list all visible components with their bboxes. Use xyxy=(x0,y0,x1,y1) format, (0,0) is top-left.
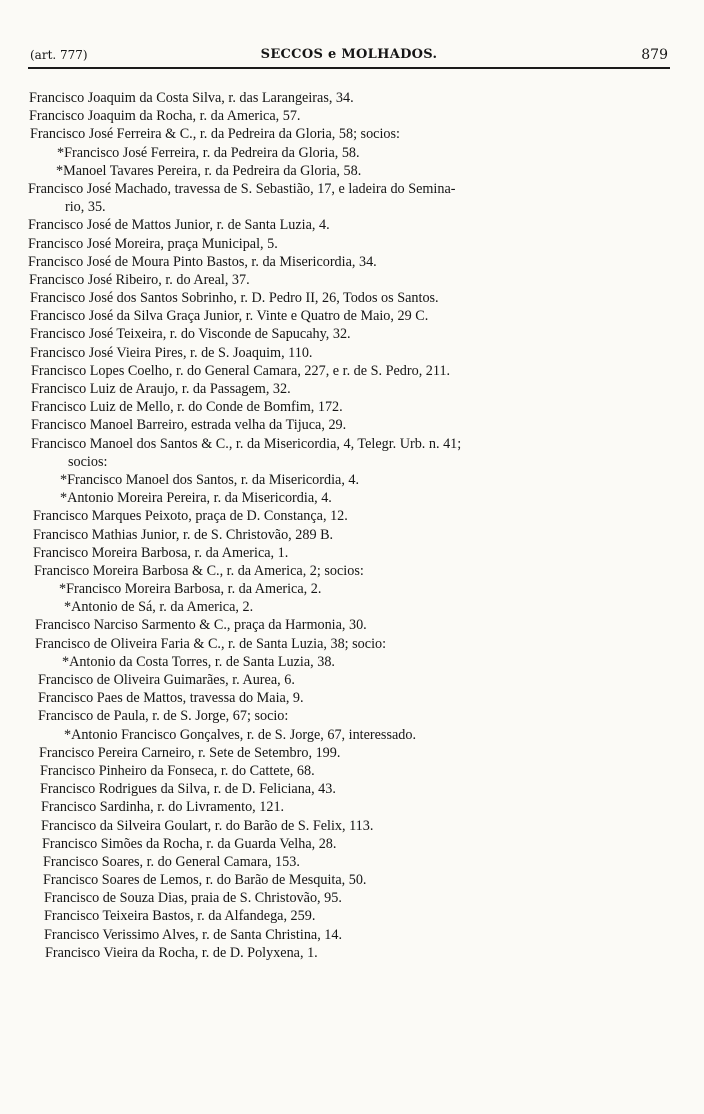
merchant-listing xyxy=(0,89,704,962)
list-item-partner: *Francisco Manoel dos Santos, r. da Misericordia, 4. xyxy=(60,471,360,488)
list-item: Francisco Pereira Carneiro, r. Sete de Setembro, 199. xyxy=(39,744,341,761)
list-item: Francisco José Ribeiro, r. do Areal, 37. xyxy=(29,271,250,288)
list-item-continuation: rio, 35. xyxy=(65,199,106,216)
list-item: Francisco Sardinha, r. do Livramento, 121. xyxy=(41,799,285,816)
list-item: Francisco Paes de Mattos, travessa do Maia, 9. xyxy=(38,690,304,707)
list-item: Francisco Moreira Barbosa, r. da America, 1. xyxy=(33,544,289,561)
list-item: Francisco Luiz de Araujo, r. da Passagem, 32. xyxy=(31,381,291,397)
list-item: Francisco José Teixeira, r. do Visconde de Sapucahy, 32. xyxy=(30,326,351,343)
list-item: Francisco Manoel Barreiro, estrada velha da Tijuca, 29. xyxy=(31,417,347,434)
list-item: Francisco Soares, r. do General Camara, 153. xyxy=(43,853,300,870)
list-item: Francisco Simões da Rocha, r. da Guarda Velha, 28. xyxy=(42,835,337,852)
header-rule xyxy=(28,67,670,69)
list-item-partner: *Francisco Moreira Barbosa, r. da America, 2. xyxy=(59,581,322,598)
section-title: SECCOS e MOLHADOS. xyxy=(260,47,438,62)
list-item: Francisco Joaquim da Rocha, r. da America, 57. xyxy=(29,108,301,125)
list-item: Francisco Moreira Barbosa & C., r. da America, 2; socios: xyxy=(34,562,364,579)
list-item: Francisco Mathias Junior, r. de S. Christovão, 289 B. xyxy=(33,526,334,543)
page-number: 879 xyxy=(641,47,668,63)
list-item: Francisco José da Silva Graça Junior, r. Vinte e Quatro de Maio, 29 C. xyxy=(30,308,429,325)
list-item: Francisco Vieira da Rocha, r. de D. Polyxena, 1. xyxy=(45,944,318,961)
list-item: Francisco José Ferreira & C., r. da Pedreira da Gloria, 58; socios: xyxy=(30,126,400,143)
list-item: Francisco Marques Peixoto, praça de D. Constança, 12. xyxy=(33,508,348,525)
list-item: Francisco José de Moura Pinto Bastos, r. da Misericordia, 34. xyxy=(28,253,377,270)
list-item: Francisco de Souza Dias, praia de S. Christovão, 95. xyxy=(44,890,342,907)
list-item-partner: *Antonio de Sá, r. da America, 2. xyxy=(64,599,254,616)
list-item-continuation: socios: xyxy=(68,453,108,470)
list-item: Francisco José Moreira, praça Municipal, 5. xyxy=(28,235,278,252)
list-item: Francisco Manoel dos Santos & C., r. da Misericordia, 4, Telegr. Urb. n. 41; xyxy=(31,435,462,452)
list-item: Francisco de Paula, r. de S. Jorge, 67; socio: xyxy=(38,708,289,725)
list-item: Francisco José Vieira Pires, r. de S. Joaquim, 110. xyxy=(30,344,313,361)
list-item: Francisco Verissimo Alves, r. de Santa Christina, 14. xyxy=(44,926,343,943)
list-item: Francisco José dos Santos Sobrinho, r. D. Pedro II, 26, Todos os Santos. xyxy=(30,290,439,307)
list-item: Francisco Soares de Lemos, r. do Barão de Mesquita, 50. xyxy=(43,872,367,889)
running-header xyxy=(30,44,668,66)
list-item: Francisco Lopes Coelho, r. do General Camara, 227, e r. de S. Pedro, 211. xyxy=(31,362,451,379)
article-reference: (art. 777) xyxy=(30,48,88,62)
list-item-partner: *Francisco José Ferreira, r. da Pedreira da Gloria, 58. xyxy=(57,144,360,161)
list-item: Francisco Teixeira Bastos, r. da Alfandega, 259. xyxy=(44,908,316,925)
list-item: Francisco Rodrigues da Silva, r. de D. Feliciana, 43. xyxy=(40,781,336,798)
list-item-partner: *Manoel Tavares Pereira, r. da Pedreira da Gloria, 58. xyxy=(56,162,362,179)
list-item-partner: *Antonio Moreira Pereira, r. da Misericordia, 4. xyxy=(60,490,332,507)
list-item: Francisco de Oliveira Guimarães, r. Aurea, 6. xyxy=(38,672,295,688)
list-item: Francisco José de Mattos Junior, r. de Santa Luzia, 4. xyxy=(28,217,330,234)
list-item-partner: *Antonio da Costa Torres, r. de Santa Luzia, 38. xyxy=(62,653,335,670)
list-item: Francisco Joaquim da Costa Silva, r. das Larangeiras, 34. xyxy=(29,90,354,106)
list-item: Francisco José Machado, travessa de S. Sebastião, 17, e ladeira do Semina- xyxy=(28,180,456,197)
list-item: Francisco Pinheiro da Fonseca, r. do Cattete, 68. xyxy=(40,762,315,779)
list-item: Francisco Narciso Sarmento & C., praça da Harmonia, 30. xyxy=(35,617,367,634)
list-item-partner: *Antonio Francisco Gonçalves, r. de S. Jorge, 67, interessado. xyxy=(64,726,416,743)
list-item: Francisco de Oliveira Faria & C., r. de Santa Luzia, 38; socio: xyxy=(35,635,387,652)
list-item: Francisco da Silveira Goulart, r. do Barão de S. Felix, 113. xyxy=(41,817,374,834)
list-item: Francisco Luiz de Mello, r. do Conde de Bomfim, 172. xyxy=(31,399,343,416)
